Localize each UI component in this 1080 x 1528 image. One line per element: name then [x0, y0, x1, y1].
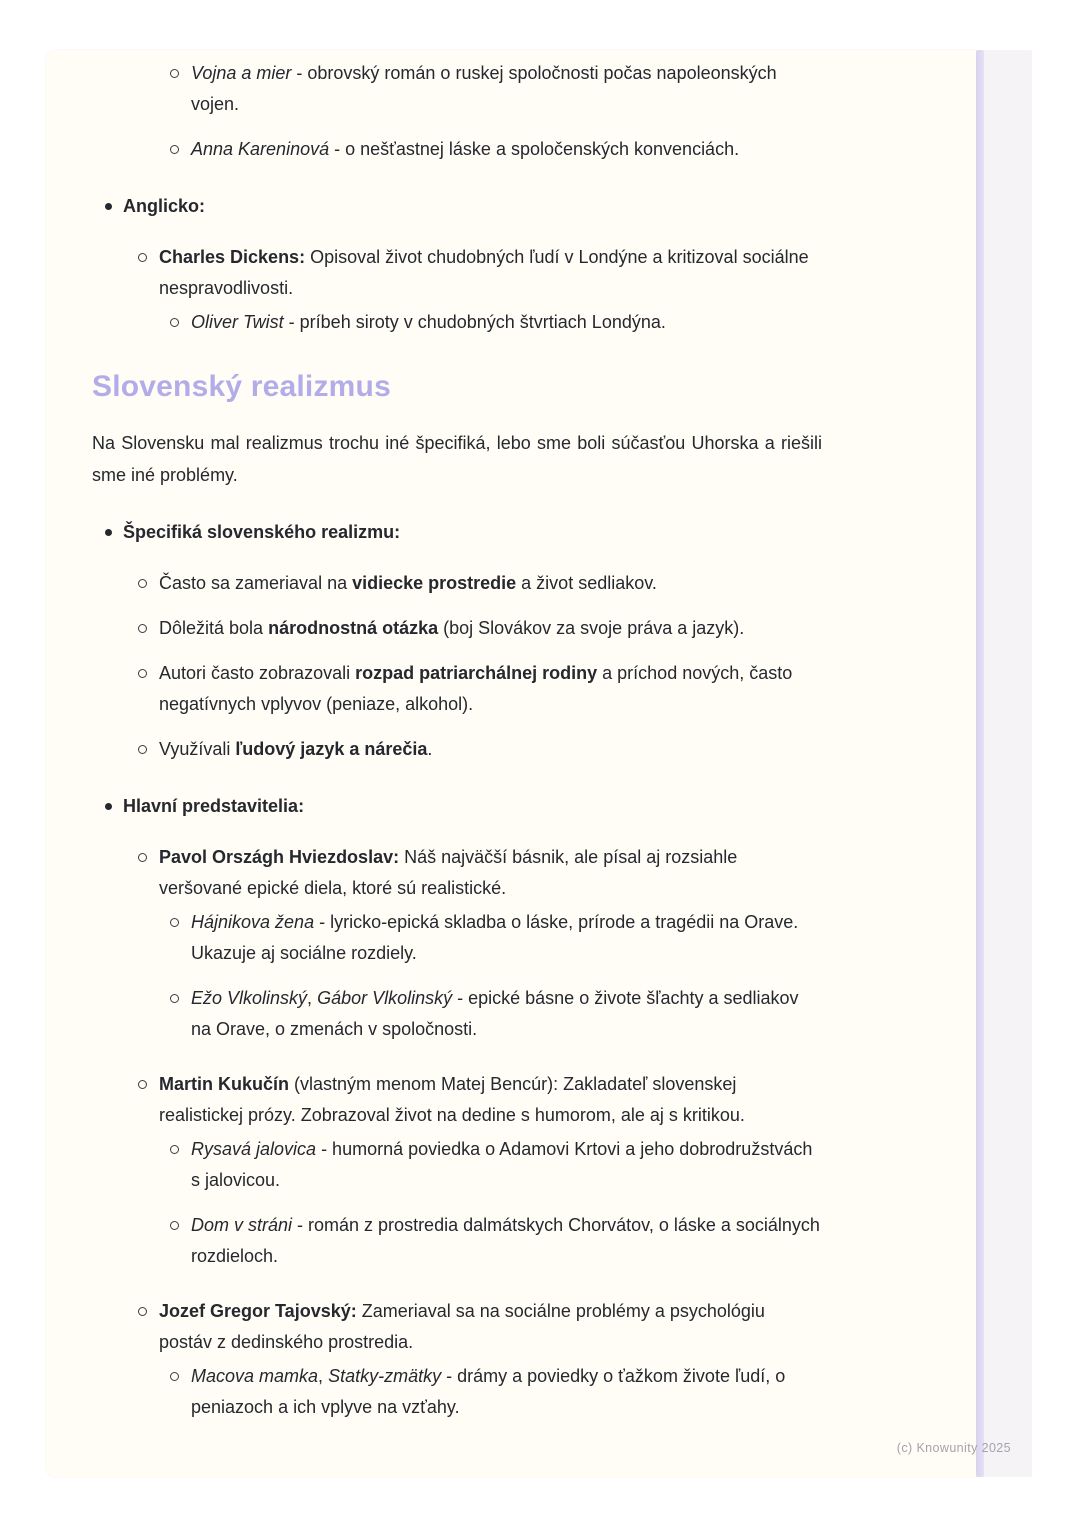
list-item-text: Macova mamka, Statky-zmätky - drámy a poviedky o ťažkom živote ľudí, o peniazoch a ich vplyve na vzťahy.: [191, 1366, 786, 1417]
bullet-circle-icon: [138, 669, 147, 678]
list-item: [92, 842, 822, 904]
bullet-circle-icon: [170, 1372, 179, 1381]
page-content: [46, 50, 977, 1423]
list-item: [92, 1134, 822, 1196]
list-item: [92, 983, 822, 1045]
bullet-disc-icon: [105, 529, 112, 536]
list-item: [92, 734, 822, 765]
page-edge-divider: [976, 50, 984, 1477]
bullet-circle-icon: [138, 1307, 147, 1316]
list-item-text: Hájnikova žena - lyricko-epická skladba o láske, prírode a tragédii na Orave. Ukazuje aj sociálne rozdiely.: [191, 912, 799, 963]
list-item: [92, 791, 822, 822]
section-heading: Slovenský realizmus: [92, 370, 391, 403]
bullet-disc-icon: [105, 203, 112, 210]
list-item: [92, 568, 822, 599]
list-item-text: Rysavá jalovica - humorná poviedka o Adamovi Krtovi a jeho dobrodružstvách s jalovicou.: [191, 1139, 813, 1190]
list-item: [92, 191, 822, 222]
list-item-text: Vojna a mier - obrovský román o ruskej spoločnosti počas napoleonských vojen.: [191, 63, 777, 114]
bullet-circle-icon: [138, 579, 147, 588]
intro-paragraph: Na Slovensku mal realizmus trochu iné špecifiká, lebo sme boli súčasťou Uhorska a riešili sme iné problémy.: [92, 433, 822, 485]
list-item: [92, 613, 822, 644]
bullet-circle-icon: [138, 745, 147, 754]
list-item-text: Martin Kukučín (vlastným menom Matej Bencúr): Zakladateľ slovenskej realistickej prózy. Zobrazoval život na dedine s humorom, ale aj s kritikou.: [159, 1074, 745, 1125]
next-page-preview[interactable]: [984, 50, 1032, 1477]
bullet-circle-icon: [170, 1145, 179, 1154]
bullet-circle-icon: [170, 145, 179, 154]
list-item-text: Anglicko:: [123, 196, 206, 216]
list-item-text: Špecifiká slovenského realizmu:: [123, 522, 401, 542]
list-item: [92, 1361, 822, 1423]
list-item: [92, 58, 822, 120]
watermark: (c) Knowunity 2025: [896, 1441, 1011, 1455]
literature-list-main: [92, 517, 822, 1423]
list-item-text: Často sa zameriaval na vidiecke prostredie a život sedliakov.: [159, 573, 657, 593]
list-item: [92, 307, 822, 338]
list-item-text: Charles Dickens: Opisoval život chudobných ľudí v Londýne a kritizoval sociálne nespravodlivosti.: [159, 247, 809, 298]
bullet-circle-icon: [170, 994, 179, 1003]
document-page: [46, 50, 977, 1477]
list-item-text: Autori často zobrazovali rozpad patriarchálnej rodiny a príchod nových, často negatívnych vplyvov (peniaze, alkohol).: [159, 663, 793, 714]
list-item: [92, 1210, 822, 1272]
list-item-text: Pavol Országh Hviezdoslav: Náš najväčší básnik, ale písal aj rozsiahle veršované epické diela, ktoré sú realistické.: [159, 847, 738, 898]
bullet-circle-icon: [138, 853, 147, 862]
list-item: [92, 907, 822, 969]
bullet-disc-icon: [105, 803, 112, 810]
list-item-text: Oliver Twist - príbeh siroty v chudobných štvrtiach Londýna.: [191, 312, 666, 332]
list-item: [92, 134, 822, 165]
list-item-text: Hlavní predstavitelia:: [123, 796, 305, 816]
list-item-text: Dôležitá bola národnostná otázka (boj Slovákov za svoje práva a jazyk).: [159, 618, 745, 638]
bullet-circle-icon: [170, 1221, 179, 1230]
list-item: [92, 1069, 822, 1131]
bullet-circle-icon: [170, 69, 179, 78]
list-item-text: Využívali ľudový jazyk a nárečia.: [159, 739, 433, 759]
list-item-text: Dom v stráni - román z prostredia dalmátskych Chorvátov, o láske a sociálnych rozdieloch.: [191, 1215, 820, 1266]
bullet-circle-icon: [138, 1080, 147, 1089]
bullet-circle-icon: [138, 253, 147, 262]
list-item: [92, 517, 822, 548]
list-item-text: Ežo Vlkolinský, Gábor Vlkolinský - epické básne o živote šľachty a sedliakov na Orave, o zmenách v spoločnosti.: [191, 988, 799, 1039]
bullet-circle-icon: [170, 318, 179, 327]
literature-list-top: [92, 58, 822, 338]
list-item: [92, 1296, 822, 1358]
list-item: [92, 658, 822, 720]
list-item: [92, 242, 822, 304]
list-item-text: Anna Kareninová - o nešťastnej láske a spoločenských konvenciách.: [191, 139, 740, 159]
bullet-circle-icon: [138, 624, 147, 633]
list-item-text: Jozef Gregor Tajovský: Zameriaval sa na sociálne problémy a psychológiu postáv z dedinského prostredia.: [159, 1301, 765, 1352]
bullet-circle-icon: [170, 918, 179, 927]
